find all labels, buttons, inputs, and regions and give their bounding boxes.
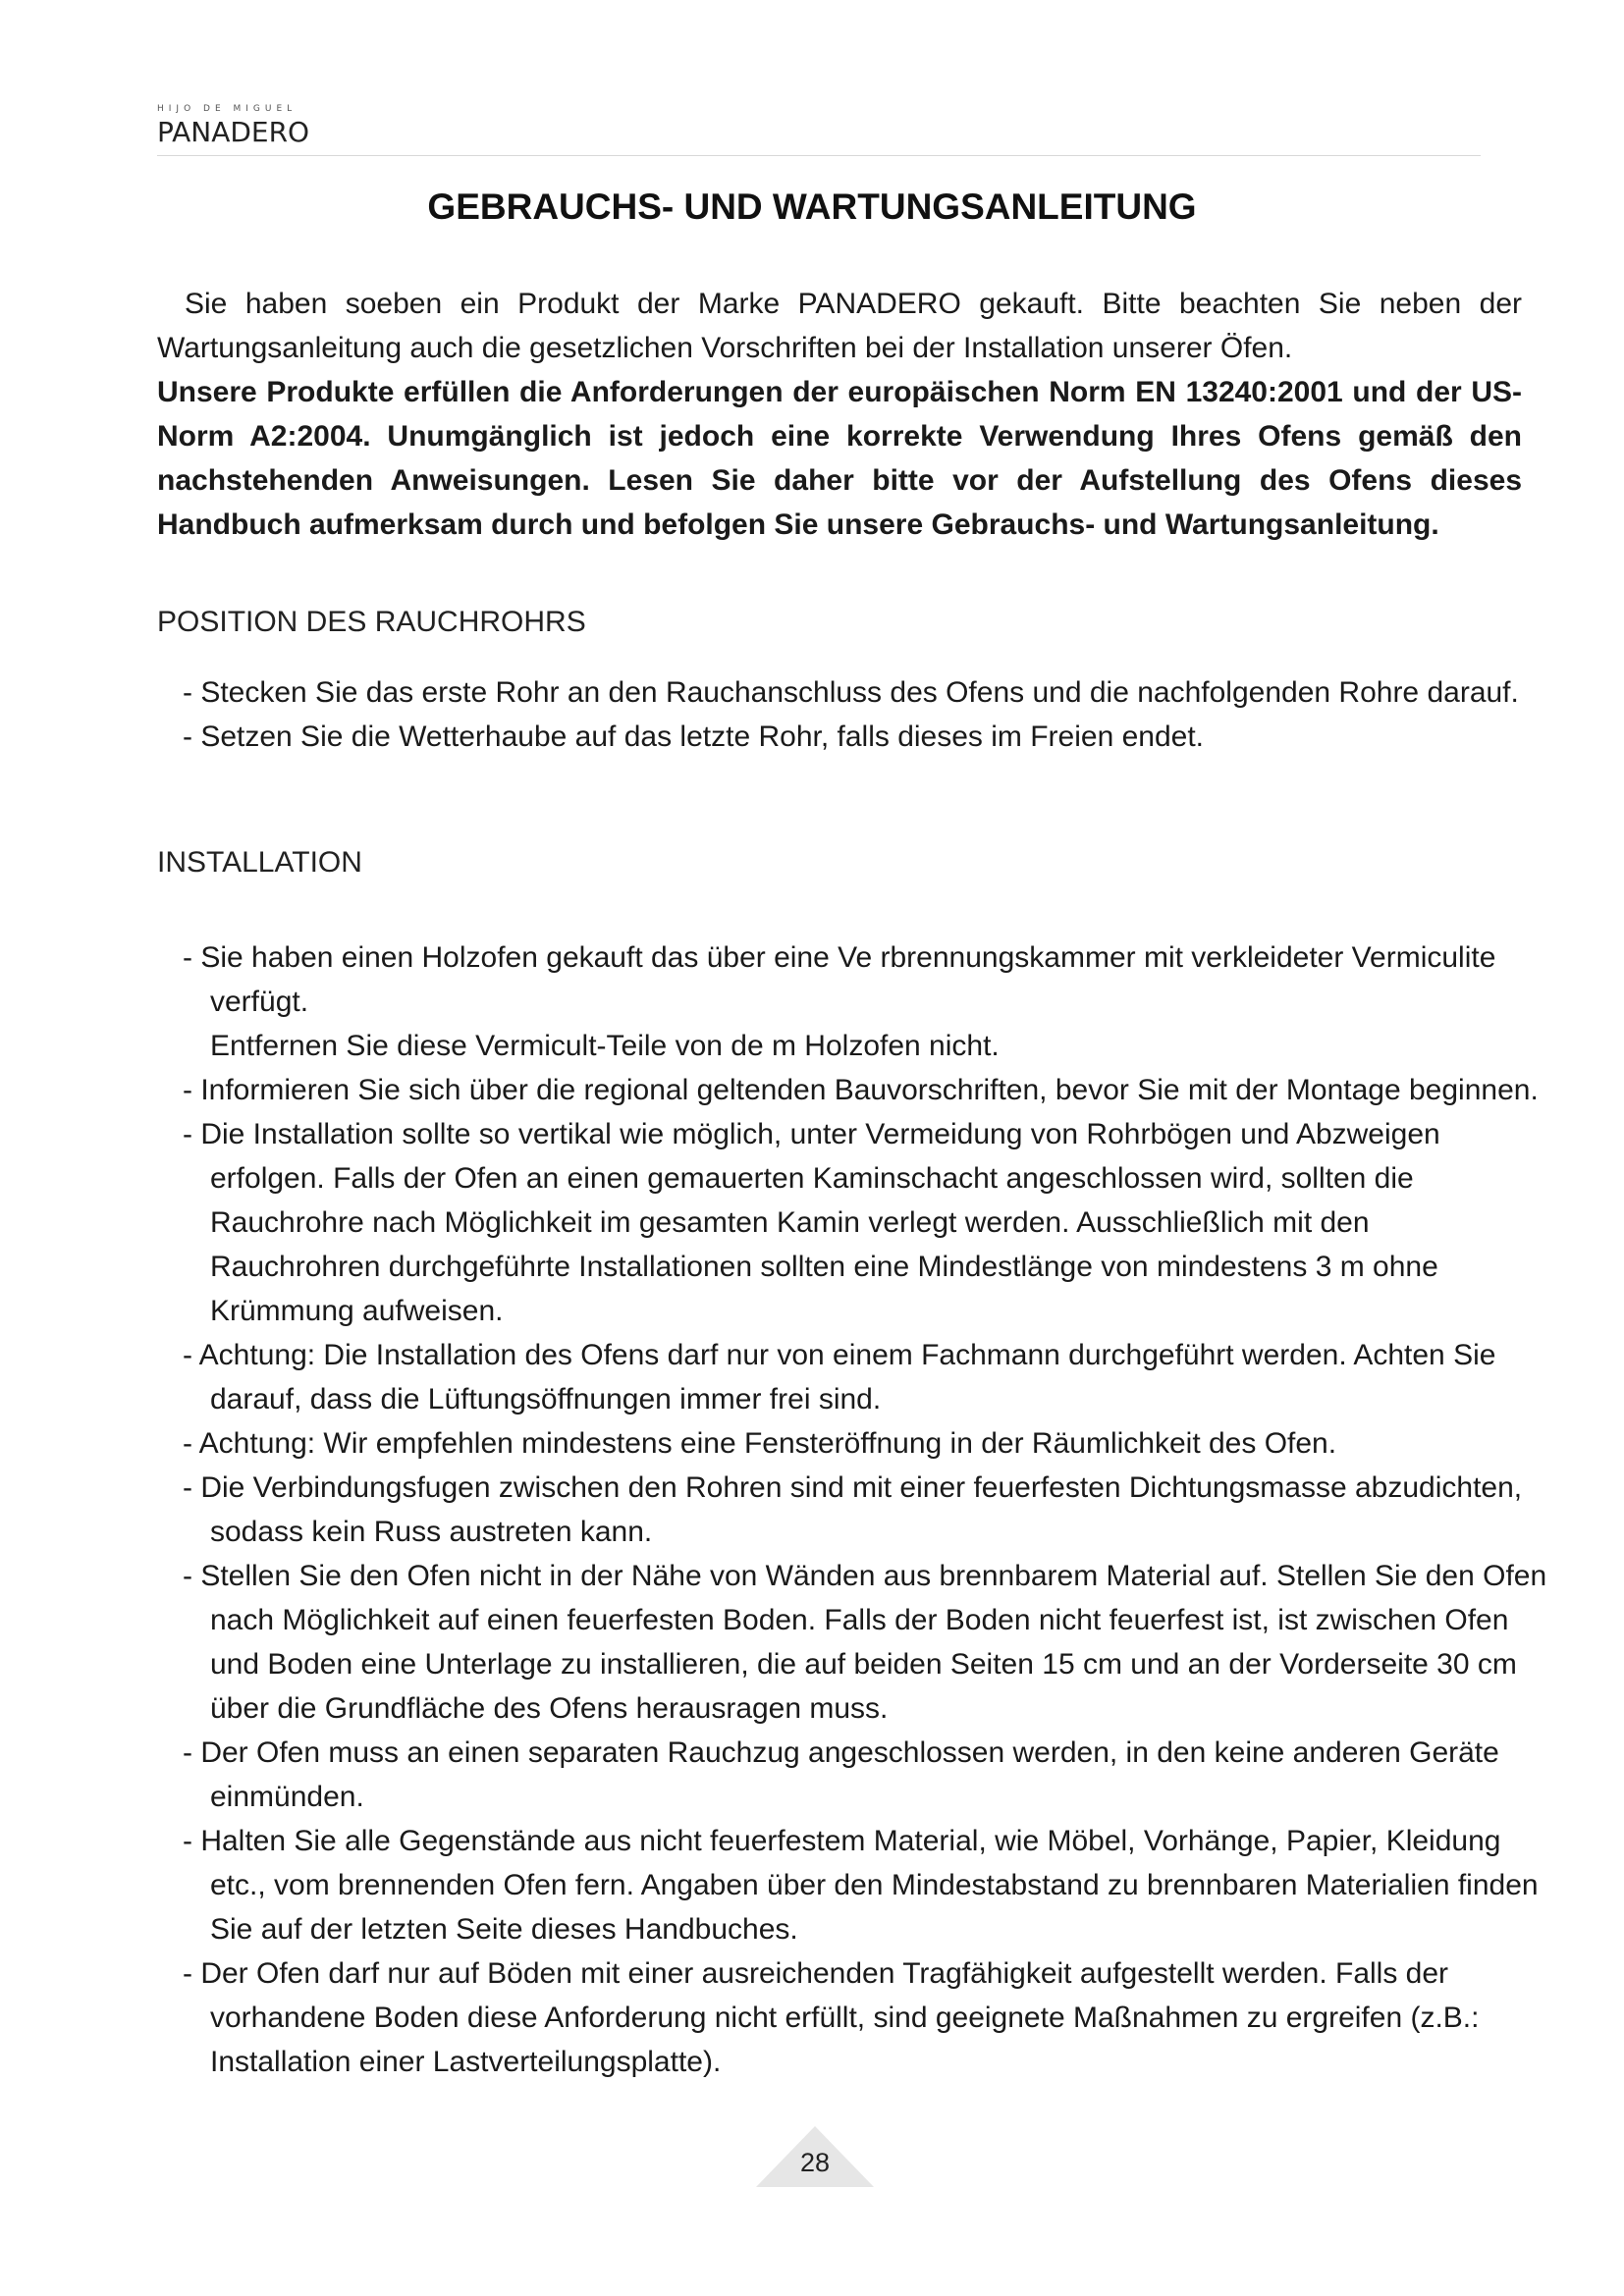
list-item: - Achtung: Die Installation des Ofens darf nur von einem Fachmann durchgeführt werden. Achten Sie darauf, dass die Lüftungsöffnungen immer frei sind. (183, 1339, 1496, 1415)
page-number: 28 (799, 2148, 831, 2177)
list-item-subtext: Entfernen Sie diese Vermicult-Teile von de m Holzofen nicht. (210, 1030, 1000, 1062)
logo-tagline: HIJO DE MIGUEL (157, 104, 298, 114)
position-list (183, 670, 1547, 759)
intro-bold-text: Unsere Produkte erfüllen die Anforderungen der europäischen Norm EN 13240:2001 und der US-Norm A2:2004. Unumgänglich ist jedoch eine korrekte Verwendung Ihres Ofens gemäß den nachstehenden Anweisungen. Lesen Sie daher bitte vor der Aufstellung des Ofens dieses Handbuch aufmerksam durch und befolgen Sie unsere Gebrauchs- und Wartungsanleitung. (157, 376, 1522, 541)
intro-text: Sie haben soeben ein Produkt der Marke PANADERO gekauft. Bitte beachten Sie neben der Wartungsanleitung auch die gesetzlichen Vorschriften bei der Installation unserer Öfen. (157, 288, 1522, 364)
installation-list (183, 935, 1547, 2084)
list-item: - Die Installation sollte so vertikal wie möglich, unter Vermeidung von Rohrbögen und Abzweigen erfolgen. Falls der Ofen an einen gemauerten Kaminschacht angeschlossen wird, sollten die Rauchrohre nach Möglichkeit im gesamten Kamin verlegt werden. Ausschließlich mit den Rauchrohren durchgeführte Installationen sollten eine Mindestlänge von mindestens 3 m ohne Krümmung aufweisen. (183, 1118, 1440, 1327)
list-item: - Stellen Sie den Ofen nicht in der Nähe von Wänden aus brennbarem Material auf. Stellen Sie den Ofen nach Möglichkeit auf einen feuerfesten Boden. Falls der Boden nicht feuerfest ist, ist zwischen Ofen und Boden eine Unterlage zu installieren, die auf beiden Seiten 15 cm und an der Vorderseite 30 cm über die Grundfläche des Ofens herausragen muss. (183, 1560, 1547, 1725)
list-item (183, 935, 1547, 1068)
section-heading-installation: INSTALLATION (157, 846, 362, 879)
brand-logo (157, 104, 393, 148)
list-item: - Die Verbindungsfugen zwischen den Rohren sind mit einer feuerfesten Dichtungsmasse abzudichten, sodass kein Russ austreten kann. (183, 1471, 1523, 1548)
list-item: - Der Ofen muss an einen separaten Rauchzug angeschlossen werden, in den keine anderen Geräte einmünden. (183, 1736, 1499, 1813)
list-item: - Setzen Sie die Wetterhaube auf das letzte Rohr, falls dieses im Freien endet. (183, 721, 1205, 753)
list-item: - Informieren Sie sich über die regional geltenden Bauvorschriften, bevor Sie mit der Montage beginnen. (183, 1074, 1539, 1106)
page-title: GEBRAUCHS- UND WARTUNGSANLEITUNG (427, 187, 1197, 227)
list-item: - Halten Sie alle Gegenstände aus nicht feuerfestem Material, wie Möbel, Vorhänge, Papier, Kleidung etc., vom brennenden Ofen fern. Angaben über den Mindestabstand zu brennbaren Materialien finden Sie auf der letzten Seite dieses Handbuches. (183, 1825, 1539, 1946)
list-item-text: - Sie haben einen Holzofen gekauft das über eine Ve rbrennungskammer mit verkleideter Vermiculite verfügt. (183, 941, 1496, 1018)
intro-paragraph (157, 282, 1522, 547)
list-item: - Der Ofen darf nur auf Böden mit einer ausreichenden Tragfähigkeit aufgestellt werden. Falls der vorhandene Boden diese Anforderung nicht erfüllt, sind geeignete Maßnahmen zu ergreifen (z.B.: Installation einer Lastverteilungsplatte). (183, 1957, 1480, 2078)
section-heading-position: POSITION DES RAUCHROHRS (157, 606, 586, 638)
page-header (157, 104, 1481, 156)
list-item: - Achtung: Wir empfehlen mindestens eine Fensteröffnung in der Räumlichkeit des Ofen. (183, 1427, 1337, 1460)
list-item: - Stecken Sie das erste Rohr an den Rauchanschluss des Ofens und die nachfolgenden Rohre darauf. (183, 676, 1519, 709)
logo-wordmark: PANADERO (157, 116, 310, 148)
page-number-badge (756, 2126, 874, 2187)
